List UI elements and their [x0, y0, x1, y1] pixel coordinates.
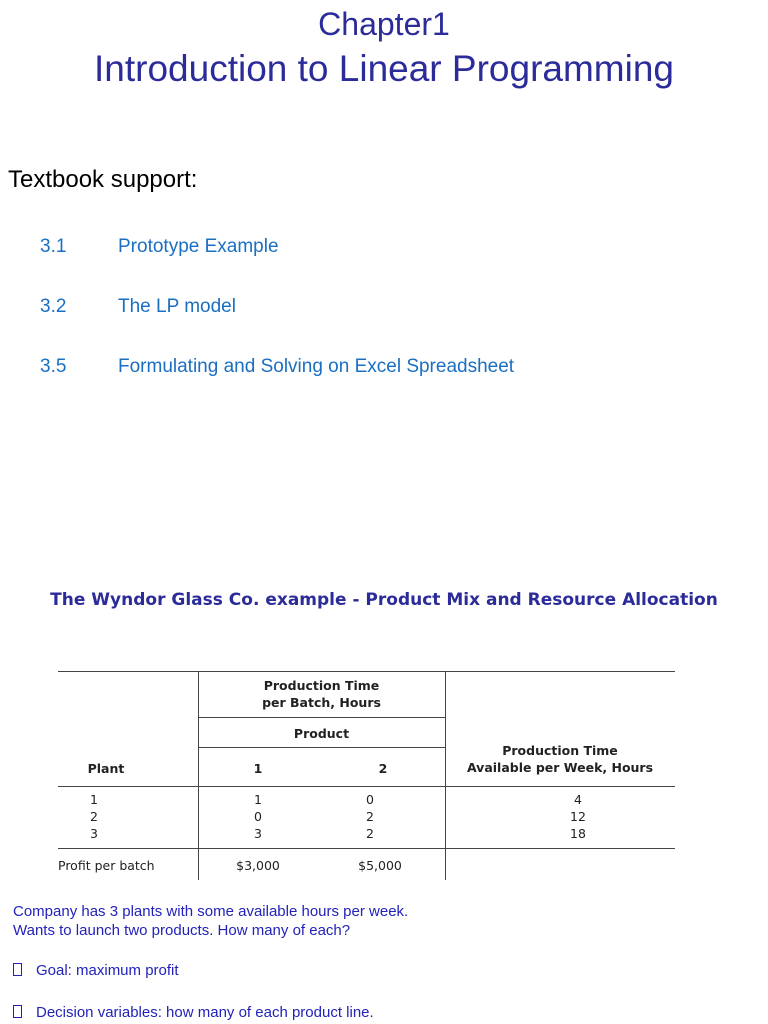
production-table [58, 671, 675, 881]
section-title: Formulating and Solving on Excel Spreadsheet [118, 356, 515, 377]
table-rule-sub [198, 717, 445, 718]
table-rule-body-bottom [58, 848, 675, 849]
bullet-text: Goal: maximum profit [36, 962, 179, 979]
product-2-header: 2 [378, 761, 388, 776]
product-1-header: 1 [253, 761, 263, 776]
product-1-values: 1 0 3 [254, 792, 262, 841]
section-number: 3.1 [40, 236, 67, 257]
bullet-text: Decision variables: how many of each product line. [36, 1004, 374, 1021]
description-line: Wants to launch two products. How many of each? [13, 922, 351, 939]
description-line: Company has 3 plants with some available hours per week. [13, 903, 409, 920]
product-2-values: 0 2 2 [366, 792, 374, 841]
plant-header: Plant [87, 761, 125, 776]
plant-values: 1 2 3 [90, 792, 98, 841]
production-time-header: Production Time per Batch, Hours [262, 678, 381, 710]
table-rule-sub [198, 747, 445, 748]
table-rule-header-bottom [58, 786, 675, 787]
bullet-item [13, 1004, 374, 1021]
profit-product-2: $5,000 [358, 858, 402, 873]
section-number: 3.5 [40, 356, 67, 377]
example-title: The Wyndor Glass Co. example - Product Mix and Resource Allocation [50, 590, 718, 610]
textbook-support-heading: Textbook support: [8, 166, 198, 193]
bullet-box-icon [13, 1005, 22, 1018]
bullet-box-icon [13, 963, 22, 976]
section-number: 3.2 [40, 296, 67, 317]
available-values: 4 12 18 [570, 792, 586, 841]
profit-label: Profit per batch [58, 858, 155, 873]
profit-product-1: $3,000 [236, 858, 280, 873]
section-title: Prototype Example [118, 236, 279, 257]
available-time-header: Production Time Available per Week, Hours [466, 743, 654, 775]
bullet-item [13, 962, 179, 979]
product-header: Product [293, 726, 350, 741]
section-title: The LP model [118, 296, 236, 317]
chapter-heading: Chapter1 [318, 6, 450, 42]
page-title: Introduction to Linear Programming [94, 48, 674, 89]
table-rule-top [58, 671, 675, 672]
